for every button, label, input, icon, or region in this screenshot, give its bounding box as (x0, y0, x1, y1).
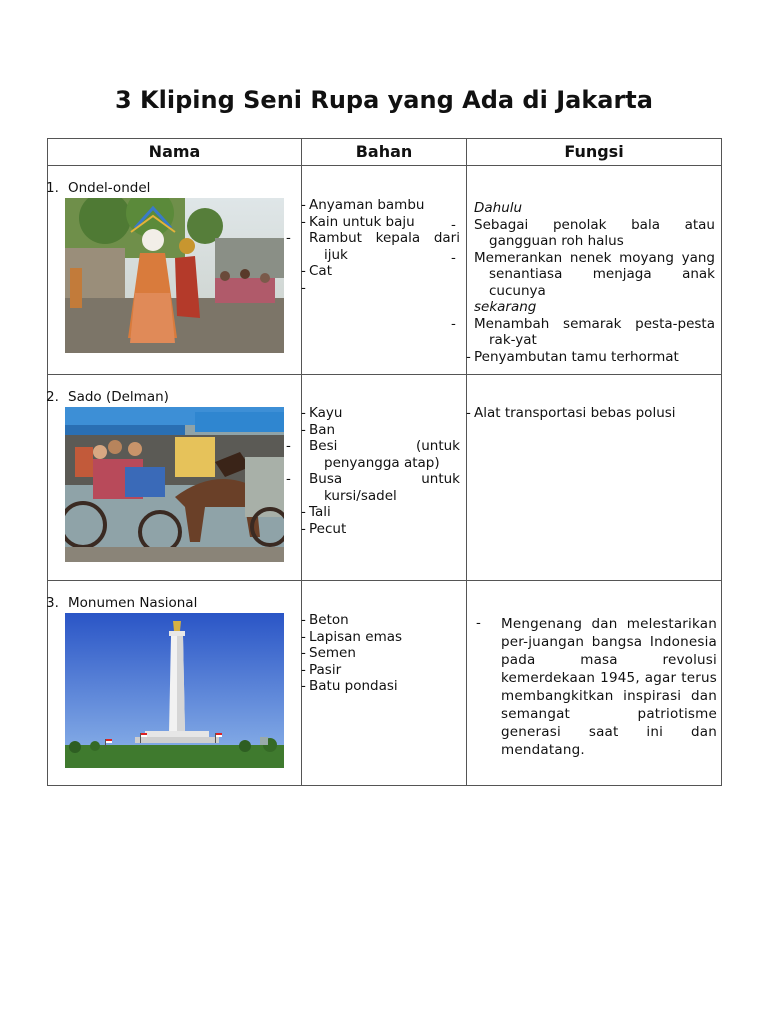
list-item: - Rambut kepala dari ijuk (302, 230, 460, 263)
item-number: 3. (46, 595, 59, 611)
fungsi-dahulu-list (467, 217, 715, 300)
ondel-ondel-photo (65, 198, 284, 353)
nama-cell (48, 375, 302, 581)
item-name-text: Sado (Delman) (68, 389, 169, 405)
header-nama: Nama (48, 139, 302, 166)
list-item: - Busa untuk kursi/sadel (302, 471, 460, 504)
fungsi-text: Mengenang dan melestarikan per-juangan bangsa Indonesia pada masa revolusi kemerdekaan 1945, agar terus membangkitkan inspirasi dan semangat patriotisme generasi saat ini dan mendatang. (501, 616, 717, 758)
table-row (48, 166, 722, 375)
kliping-table (47, 138, 722, 786)
list-item: - Anyaman bambu (302, 197, 460, 214)
fungsi-cell (467, 581, 722, 786)
item-name-text: Monumen Nasional (68, 595, 198, 611)
list-item: - Besi (untuk penyangga atap) (302, 438, 460, 471)
table-header-row (48, 139, 722, 166)
item-number: 1. (46, 180, 59, 196)
list-item: - Beton (302, 612, 460, 629)
item-name (46, 375, 301, 406)
list-item: - Lapisan emas (302, 629, 460, 646)
fungsi-cell (467, 166, 722, 375)
bahan-cell (302, 375, 467, 581)
list-item: - Tali (302, 504, 460, 521)
list-item: - Penyambutan tamu terhormat (467, 349, 715, 366)
list-item: - Sebagai penolak bala atau gangguan roh halus (467, 217, 715, 250)
list-item: - Kain untuk baju (302, 214, 460, 231)
bahan-list (302, 405, 460, 537)
header-bahan: Bahan (302, 139, 467, 166)
list-item: - Memerankan nenek moyang yang senantiasa menjaga anak cucunya (467, 250, 715, 300)
list-item: - Cat (302, 263, 460, 280)
fungsi-cell (467, 375, 722, 581)
list-item: - Pasir (302, 662, 460, 679)
dahulu-label: Dahulu (474, 200, 523, 216)
bahan-list (302, 197, 460, 280)
header-fungsi: Fungsi (467, 139, 722, 166)
monas-photo (65, 613, 284, 768)
list-dash: - (476, 615, 481, 631)
list-item: - Menambah semarak pesta-pesta rak-yat (467, 316, 715, 349)
nama-cell (48, 581, 302, 786)
sado-delman-photo (65, 407, 284, 562)
table-row (48, 375, 722, 581)
fungsi-sekarang-list (467, 316, 715, 366)
list-item: - Batu pondasi (302, 678, 460, 695)
table-row (48, 581, 722, 786)
list-item: - Semen (302, 645, 460, 662)
bahan-cell (302, 581, 467, 786)
item-name-text: Ondel-ondel (68, 180, 151, 196)
list-item: - Pecut (302, 521, 460, 538)
list-item: - Kayu (302, 405, 460, 422)
page-title: 3 Kliping Seni Rupa yang Ada di Jakarta (115, 86, 653, 114)
fungsi-item (472, 615, 721, 759)
list-item: - Ban (302, 422, 460, 439)
item-name (46, 166, 301, 197)
sekarang-label: sekarang (474, 299, 537, 315)
bahan-list (302, 612, 460, 695)
list-item: - Alat transportasi bebas polusi (467, 405, 715, 422)
fungsi-list (467, 405, 715, 422)
item-name (46, 581, 301, 612)
bahan-cell (302, 166, 467, 375)
nama-cell (48, 166, 302, 375)
item-number: 2. (46, 389, 59, 405)
